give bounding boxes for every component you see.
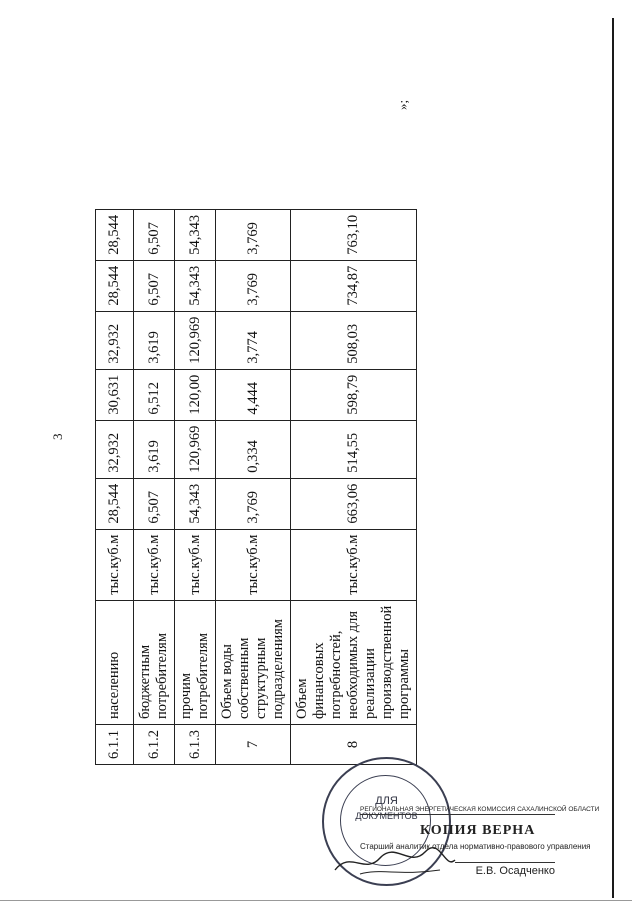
value-cell: 3,774 — [216, 311, 291, 369]
certification-title: КОПИЯ ВЕРНА — [420, 823, 536, 838]
row-unit-cell: тыс.куб.м — [291, 529, 417, 600]
row-number-cell: 8 — [291, 725, 417, 765]
value-cell: 120,00 — [175, 369, 216, 420]
value-cell: 54,343 — [175, 260, 216, 311]
row-number-cell: 7 — [216, 725, 291, 765]
value-cell: 30,631 — [96, 369, 134, 420]
value-cell: 4,444 — [216, 369, 291, 420]
value-cell: 54,343 — [175, 478, 216, 529]
row-name-cell: прочим потребителям — [175, 600, 216, 724]
value-cell: 3,769 — [216, 478, 291, 529]
row-number-cell: 6.1.2 — [134, 725, 175, 765]
row-unit-cell: тыс.куб.м — [134, 529, 175, 600]
value-cell: 120,969 — [175, 311, 216, 369]
value-cell: 508,03 — [291, 311, 417, 369]
value-cell: 734,87 — [291, 260, 417, 311]
value-cell: 28,544 — [96, 209, 134, 260]
value-cell: 514,55 — [291, 420, 417, 478]
row-name-cell: Объем финансовых потребностей, необходимых для реализации производственной программы — [291, 600, 417, 724]
value-cell: 28,544 — [96, 260, 134, 311]
value-cell: 54,343 — [175, 209, 216, 260]
row-name-cell: бюджетным потребителям — [134, 600, 175, 724]
value-cell: 0,334 — [216, 420, 291, 478]
row-unit-cell: тыс.куб.м — [96, 529, 134, 600]
row-unit-cell: тыс.куб.м — [216, 529, 291, 600]
table-row — [96, 209, 134, 764]
seal-center-subtext: ДОКУМЕНТОВ — [355, 811, 418, 821]
tariff-table-container — [95, 209, 417, 765]
row-name-cell: населению — [96, 600, 134, 724]
certification-org: РЕГИОНАЛЬНАЯ ЭНЕРГЕТИЧЕСКАЯ КОМИССИЯ САХАЛИНСКОЙ ОБЛАСТИ — [360, 806, 600, 813]
volume-table — [95, 209, 417, 765]
value-cell: 598,79 — [291, 369, 417, 420]
bottom-edge-rule — [0, 900, 632, 901]
table-row — [216, 209, 291, 764]
page-number: 3 — [50, 433, 65, 440]
table-row — [175, 209, 216, 764]
value-cell: 3,769 — [216, 209, 291, 260]
page-edge-rule — [612, 18, 614, 898]
value-cell: 6,507 — [134, 260, 175, 311]
value-cell: 6,512 — [134, 369, 175, 420]
value-cell: 763,10 — [291, 209, 417, 260]
closing-quote-mark: »; — [395, 99, 410, 110]
handwritten-signature — [330, 840, 460, 880]
value-cell: 28,544 — [96, 478, 134, 529]
table-row — [291, 209, 417, 764]
certification-signer: Е.В. Осадченко — [455, 862, 555, 877]
value-cell: 120,969 — [175, 420, 216, 478]
table-row — [134, 209, 175, 764]
seal-center-text: ДЛЯ — [375, 795, 398, 807]
table-body — [96, 209, 417, 764]
row-number-cell: 6.1.3 — [175, 725, 216, 765]
value-cell: 3,619 — [134, 311, 175, 369]
certification-role: Старший аналитик отдела нормативно-правового управления — [360, 842, 591, 851]
value-cell: 32,932 — [96, 311, 134, 369]
row-name-cell: Объем воды собственным структурным подразделениям — [216, 600, 291, 724]
value-cell: 663,06 — [291, 478, 417, 529]
value-cell: 3,769 — [216, 260, 291, 311]
value-cell: 6,507 — [134, 209, 175, 260]
row-number-cell: 6.1.1 — [96, 725, 134, 765]
value-cell: 6,507 — [134, 478, 175, 529]
row-unit-cell: тыс.куб.м — [175, 529, 216, 600]
value-cell: 3,619 — [134, 420, 175, 478]
value-cell: 32,932 — [96, 420, 134, 478]
